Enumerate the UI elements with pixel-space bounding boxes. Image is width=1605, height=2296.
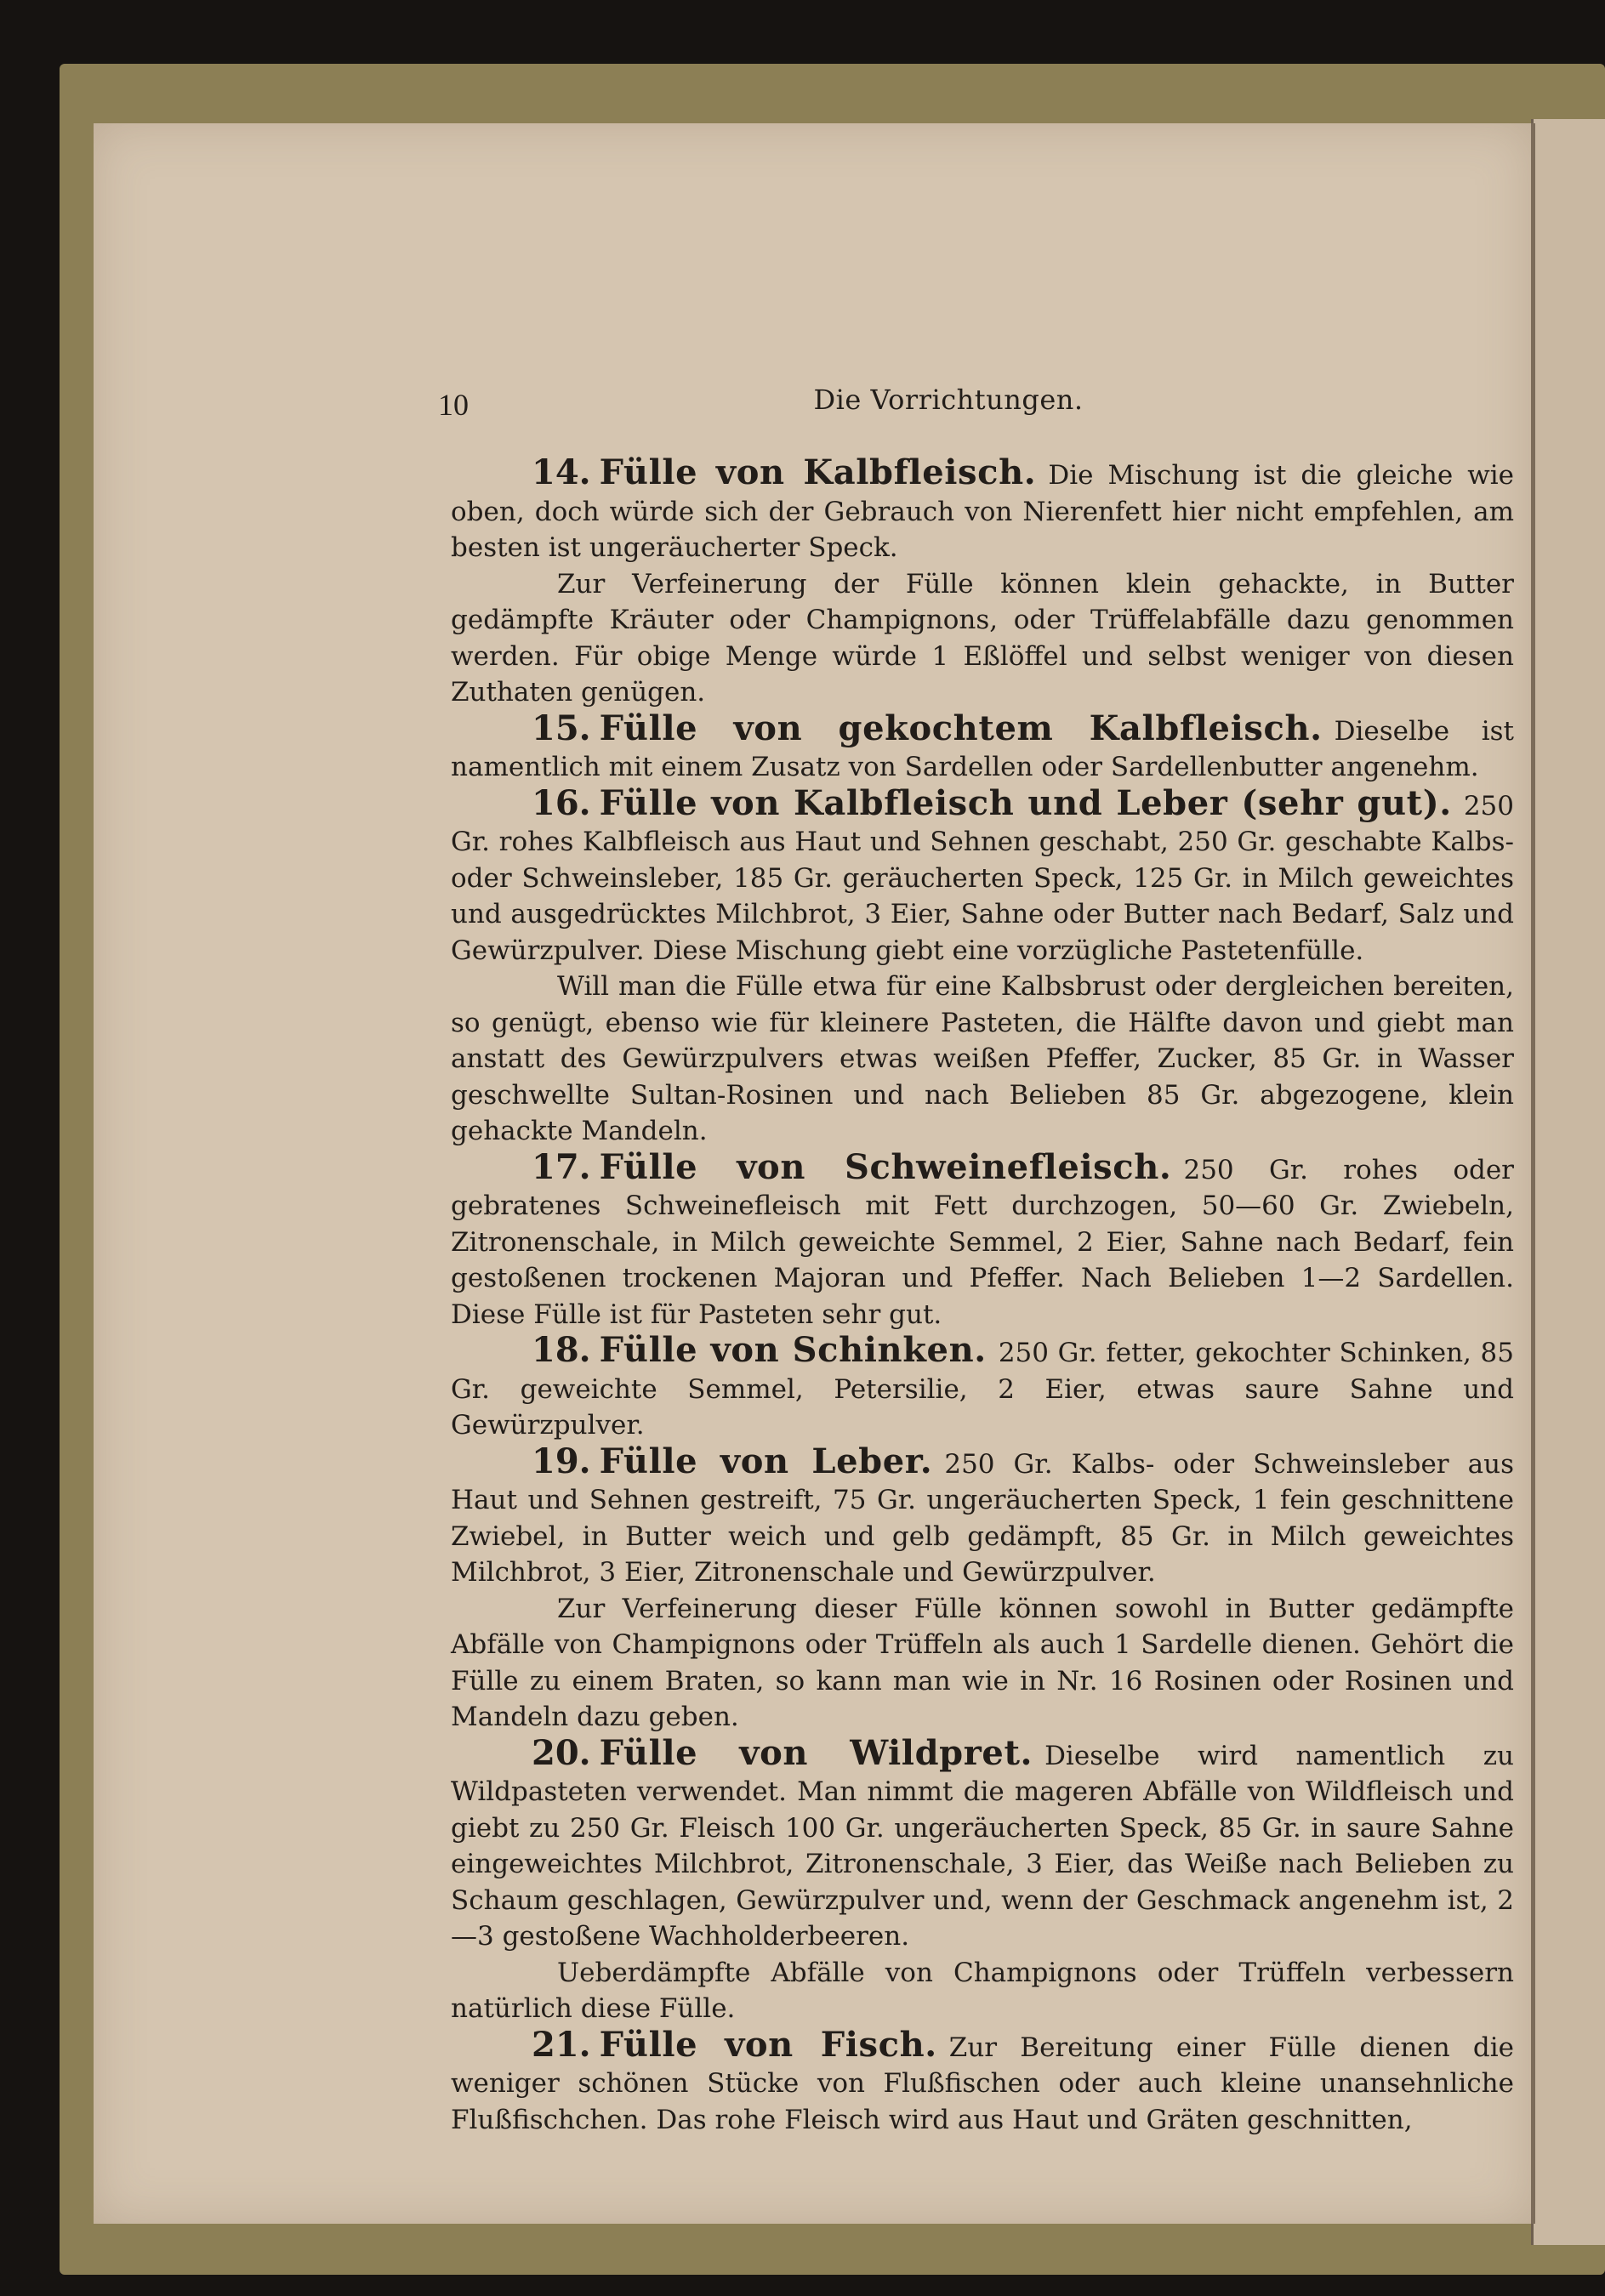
entry-number: 17.: [532, 1146, 591, 1187]
entry-text: Die Mischung ist die gleiche wie oben, doch würde sich der Gebrauch von Nierenfett hier nicht empfehlen, am besten ist ungeräucherter Speck.: [451, 460, 1514, 563]
entry-15: [451, 708, 1514, 786]
entry-title: Fülle von Fisch.: [599, 2024, 937, 2065]
entry-text: 250 Gr. rohes Kalbfleisch aus Haut und Sehnen geschabt, 250 Gr. geschabte Kalbs- oder Schweinsleber, 185 Gr. geräucherten Speck, 125 Gr. in Milch geweichtes und ausgedrücktes Milchbrot, 3 Eier, Sahne oder Butter nach Bedarf, Salz und Gewürzpulver. Diese Mischung giebt eine vorzügliche Pastetenfülle.: [451, 790, 1514, 966]
entry-note: Zur Verfeinerung dieser Fülle können sowohl in Butter gedämpfte Abfälle von Champignons oder Trüffeln als auch 1 Sardelle dienen. Gehört die Fülle zu einem Braten, so kann man wie in Nr. 16 Rosinen oder Rosinen und Mandeln dazu geben.: [451, 1593, 1514, 1732]
entry-title: Fülle von gekochtem Kalbfleisch.: [599, 708, 1323, 748]
entry-title: Fülle von Kalbfleisch.: [599, 452, 1037, 492]
entry-number: 16.: [532, 782, 591, 823]
entry-number: 15.: [532, 708, 591, 748]
entry-title: Fülle von Wildpret.: [599, 1732, 1033, 1773]
entry-18: [451, 1330, 1514, 1444]
entry-title: Fülle von Leber.: [599, 1441, 933, 1481]
entry-14: [451, 452, 1514, 566]
entry-note: Ueberdämpfte Abfälle von Champignons oder Trüffeln verbessern natürlich diese Fülle.: [451, 1957, 1514, 2024]
recipe-text: [451, 452, 1515, 2138]
book-page: [94, 123, 1535, 2224]
running-head: [349, 378, 1522, 438]
entry-title: Fülle von Kalbfleisch und Leber (sehr gut).: [599, 782, 1452, 823]
entry-title: Fülle von Schinken.: [599, 1330, 987, 1370]
page-number: 10: [438, 388, 469, 422]
entry-text: Dieselbe wird namentlich zu Wildpasteten verwendet. Man nimmt die mageren Abfälle von Wildfleisch und giebt zu 250 Gr. Fleisch 100 Gr. ungeräucherten Speck, 85 Gr. in saure Sahne eingeweichtes Milchbrot, Zitronenschale, 3 Eier, das Weiße nach Belieben zu Schaum geschlagen, Gewürzpulver und, wenn der Geschmack angenehm ist, 2—3 gestoßene Wachholderbeeren.: [451, 1740, 1514, 1952]
entry-title: Fülle von Schweinefleisch.: [599, 1146, 1172, 1187]
entry-text: Dieselbe ist namentlich mit einem Zusatz von Sardellen oder Sardellenbutter angenehm.: [451, 715, 1514, 782]
entry-text: Zur Bereitung einer Fülle dienen die weniger schönen Stücke von Flußfischen oder auch kleine unansehnliche Flußfischchen. Das rohe Fleisch wird aus Haut und Gräten geschnitten,: [451, 2032, 1514, 2135]
entry-20: [451, 1732, 1514, 1955]
entry-number: 14.: [532, 452, 591, 492]
entry-note: Will man die Fülle etwa für eine Kalbsbrust oder dergleichen bereiten, so genügt, ebenso wie für kleinere Pasteten, die Hälfte davon und giebt man anstatt des Gewürzpulvers etwas weißen Pfeffer, Zucker, 85 Gr. in Wasser geschwellte Sultan-Rosinen und nach Belieben 85 Gr. abgezogene, klein gehackte Mandeln.: [451, 971, 1514, 1146]
entry-21: [451, 2024, 1514, 2139]
entry-text: 250 Gr. fetter, gekochter Schinken, 85 Gr. geweichte Semmel, Petersilie, 2 Eier, etwas saure Sahne und Gewürzpulver.: [451, 1338, 1514, 1441]
entry-note: Zur Verfeinerung der Fülle können klein gehackte, in Butter gedämpfte Kräuter oder Champignons, oder Trüffelabfälle dazu genommen werden. Für obige Menge würde 1 Eßlöffel und selbst weniger von diesen Zuthaten genügen.: [451, 568, 1514, 708]
entry-number: 18.: [532, 1330, 591, 1370]
facing-page-edge: [1531, 119, 1605, 2245]
entry-number: 19.: [532, 1441, 591, 1481]
entry-number: 21.: [532, 2024, 591, 2065]
entry-number: 20.: [532, 1732, 591, 1773]
entry-text: 250 Gr. Kalbs- oder Schweinsleber aus Haut und Sehnen gestreift, 75 Gr. ungeräucherten Speck, 1 fein geschnittene Zwiebel, in Butter weich und gelb gedämpft, 85 Gr. in Milch geweichtes Milchbrot, 3 Eier, Zitronenschale und Gewürzpulver.: [451, 1448, 1514, 1588]
entry-17: [451, 1146, 1515, 1333]
running-title: Die Vorrichtungen.: [813, 384, 1084, 416]
page-content: [349, 378, 1522, 2135]
entry-19: [451, 1441, 1514, 1591]
entry-text: 250 Gr. rohes oder gebratenes Schweinefleisch mit Fett durchzogen, 50—60 Gr. Zwiebeln, Zitronenschale, in Milch geweichte Semmel, 2 Eier, Sahne nach Bedarf, fein gestoßenen trockenen Majoran und Pfeffer. Nach Belieben 1—2 Sardellen. Diese Fülle ist für Pasteten sehr gut.: [451, 1154, 1515, 1330]
entry-16: [451, 782, 1514, 969]
